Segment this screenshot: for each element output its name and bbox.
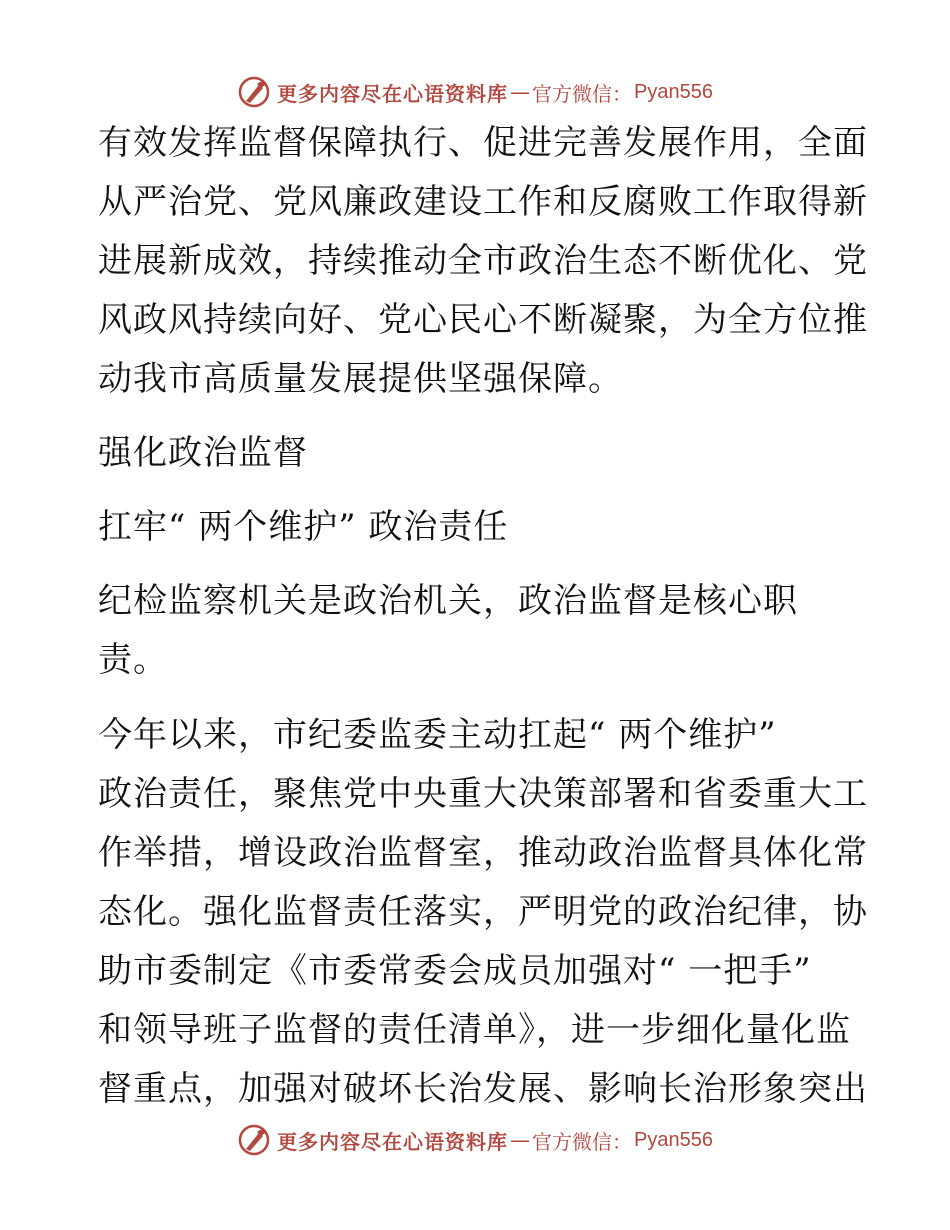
banner-separator: — xyxy=(510,80,531,104)
banner-wechat-id: Pyan556 xyxy=(634,80,713,103)
text-line: 和领导班子监督的责任清单》，进一步细化量化监 xyxy=(98,1010,851,1050)
text-line: 动我市高质量发展提供坚强保障。 xyxy=(98,359,623,399)
text-line: 态化。强化监督责任落实，严明党的政治纪律，协 xyxy=(98,892,868,932)
paragraph-3 xyxy=(98,706,868,1119)
footer-banner xyxy=(0,1120,950,1160)
paragraph-1 xyxy=(98,114,868,409)
quill-logo-icon xyxy=(237,75,271,109)
text-line: 政治责任，聚焦党中央重大决策部署和省委重大工 xyxy=(98,774,868,814)
banner-official-label: 官方微信： xyxy=(532,81,633,106)
banner-separator: — xyxy=(510,1128,531,1152)
banner-official-label: 官方微信： xyxy=(532,1129,633,1154)
text-line: 责。 xyxy=(98,640,168,680)
quill-logo-icon xyxy=(237,1123,271,1157)
text-line: 作举措，增设政治监督室，推动政治监督具体化常 xyxy=(98,833,868,873)
section-heading: 强化政治监督 xyxy=(98,433,308,473)
text-line: 有效发挥监督保障执行、促进完善发展作用，全面 xyxy=(98,123,868,163)
text-line: 督重点，加强对破坏长治发展、影响长治形象突出 xyxy=(98,1069,868,1109)
banner-brand-text: 更多内容尽在心语资料库 xyxy=(277,81,509,106)
banner-brand-text: 更多内容尽在心语资料库 xyxy=(277,1129,509,1154)
body-text xyxy=(98,114,868,409)
text-line: 助市委制定《市委常委会成员加强对“ 一把手” xyxy=(98,951,812,991)
subsection-heading: 扛牢“ 两个维护” 政治责任 xyxy=(98,507,509,547)
text-line: 从严治党、党风廉政建设工作和反腐败工作取得新 xyxy=(98,182,868,222)
text-line: 纪检监察机关是政治机关，政治监督是核心职 xyxy=(98,581,798,621)
paragraph-2 xyxy=(98,572,858,690)
text-line: 风政风持续向好、党心民心不断凝聚，为全方位推 xyxy=(98,300,868,340)
header-banner xyxy=(0,72,950,112)
text-line: 进展新成效，持续推动全市政治生态不断优化、党 xyxy=(98,241,868,281)
text-line: 今年以来，市纪委监委主动扛起“ 两个维护” xyxy=(98,715,777,755)
banner-wechat-id: Pyan556 xyxy=(634,1128,713,1151)
